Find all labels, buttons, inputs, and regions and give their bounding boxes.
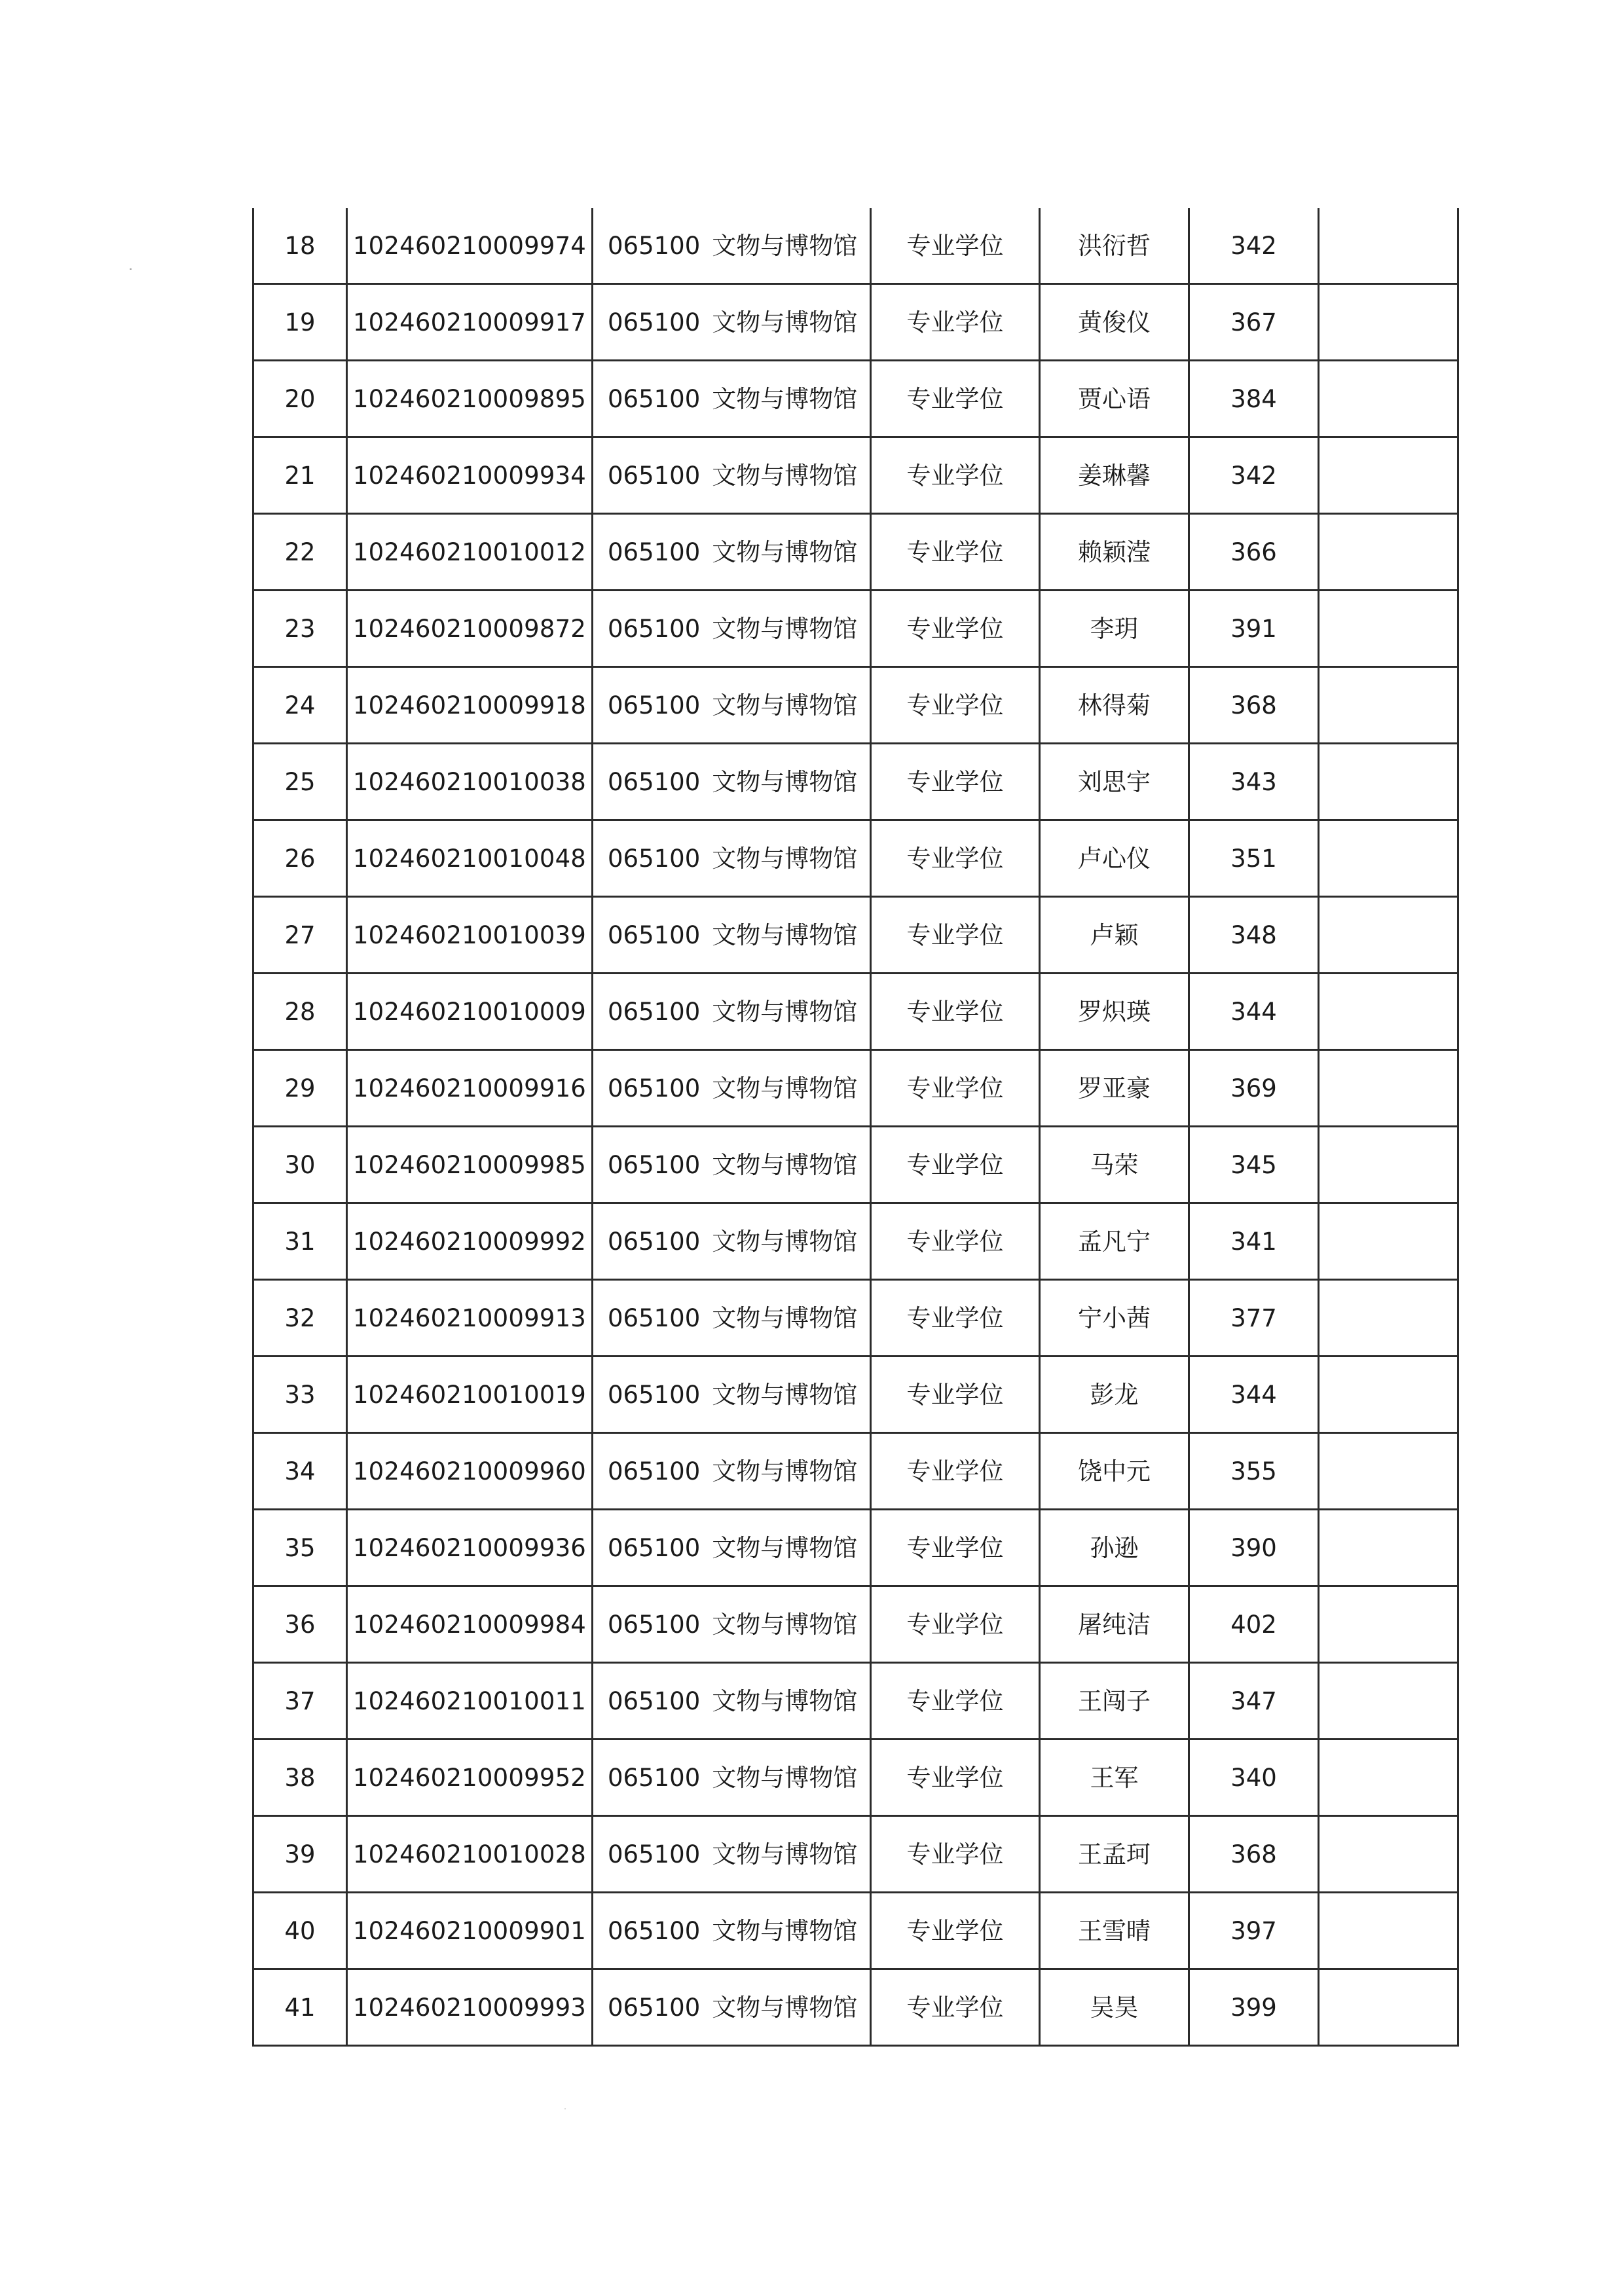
- student-name-cell: 姜琳馨: [1040, 437, 1189, 514]
- student-name-cell: 孙逊: [1040, 1510, 1189, 1586]
- degree-type-cell: 专业学位: [871, 744, 1040, 820]
- remark-cell: [1319, 1969, 1458, 2046]
- serial-number-cell: 34: [253, 1433, 347, 1510]
- major-cell: [593, 667, 871, 744]
- student-name-cell: 吴昊: [1040, 1969, 1189, 2046]
- major-name: 文物与博物馆: [712, 461, 858, 490]
- table-row: [253, 437, 1458, 514]
- student-name-cell: 洪衍哲: [1040, 208, 1189, 284]
- exam-id-cell: 102460210010028: [347, 1816, 593, 1893]
- major-name: 文物与博物馆: [712, 997, 858, 1026]
- table-row: [253, 284, 1458, 361]
- remark-cell: [1319, 820, 1458, 897]
- table-row: [253, 744, 1458, 820]
- remark-cell: [1319, 897, 1458, 974]
- remark-cell: [1319, 667, 1458, 744]
- serial-number-cell: 27: [253, 897, 347, 974]
- serial-number-cell: 29: [253, 1050, 347, 1127]
- major-name: 文物与博物馆: [712, 384, 858, 413]
- exam-id-cell: 102460210009952: [347, 1740, 593, 1816]
- degree-type-cell: 专业学位: [871, 1969, 1040, 2046]
- major-name: 文物与博物馆: [712, 1993, 858, 2022]
- student-name-cell: 宁小茜: [1040, 1280, 1189, 1357]
- exam-id-cell: 102460210009960: [347, 1433, 593, 1510]
- remark-cell: [1319, 1433, 1458, 1510]
- major-code: 065100: [608, 1993, 701, 2022]
- major-cell: [593, 284, 871, 361]
- major-cell: [593, 1510, 871, 1586]
- major-cell: [593, 1280, 871, 1357]
- score-cell: 367: [1189, 284, 1319, 361]
- major-code: 065100: [608, 1074, 701, 1102]
- score-cell: 368: [1189, 1816, 1319, 1893]
- roster-body: [253, 208, 1458, 2046]
- serial-number-cell: 18: [253, 208, 347, 284]
- major-cell: [593, 974, 871, 1050]
- major-name: 文物与博物馆: [712, 1150, 858, 1179]
- exam-id-cell: 102460210010038: [347, 744, 593, 820]
- serial-number-cell: 38: [253, 1740, 347, 1816]
- degree-type-cell: 专业学位: [871, 361, 1040, 437]
- student-name-cell: 林得菊: [1040, 667, 1189, 744]
- major-cell: [593, 361, 871, 437]
- degree-type-cell: 专业学位: [871, 591, 1040, 667]
- major-name: 文物与博物馆: [712, 1610, 858, 1639]
- table-row: [253, 1510, 1458, 1586]
- student-name-cell: 王闯子: [1040, 1663, 1189, 1740]
- student-name-cell: 李玥: [1040, 591, 1189, 667]
- table-row: [253, 1357, 1458, 1433]
- serial-number-cell: 21: [253, 437, 347, 514]
- scan-speck: [130, 268, 132, 270]
- major-cell: [593, 1663, 871, 1740]
- student-name-cell: 贾心语: [1040, 361, 1189, 437]
- major-cell: [593, 514, 871, 591]
- major-code: 065100: [608, 1457, 701, 1485]
- exam-id-cell: 102460210009992: [347, 1203, 593, 1280]
- remark-cell: [1319, 974, 1458, 1050]
- table-row: [253, 1280, 1458, 1357]
- exam-id-cell: 102460210010011: [347, 1663, 593, 1740]
- student-name-cell: 马荣: [1040, 1127, 1189, 1203]
- major-cell: [593, 897, 871, 974]
- student-name-cell: 屠纯洁: [1040, 1586, 1189, 1663]
- exam-id-cell: 102460210010009: [347, 974, 593, 1050]
- remark-cell: [1319, 514, 1458, 591]
- major-name: 文物与博物馆: [712, 767, 858, 796]
- major-cell: [593, 1357, 871, 1433]
- exam-id-cell: 102460210009974: [347, 208, 593, 284]
- major-code: 065100: [608, 1150, 701, 1179]
- student-name-cell: 饶中元: [1040, 1433, 1189, 1510]
- serial-number-cell: 35: [253, 1510, 347, 1586]
- student-name-cell: 黄俊仪: [1040, 284, 1189, 361]
- degree-type-cell: 专业学位: [871, 1740, 1040, 1816]
- major-code: 065100: [608, 1303, 701, 1332]
- serial-number-cell: 26: [253, 820, 347, 897]
- score-cell: 348: [1189, 897, 1319, 974]
- exam-id-cell: 102460210009985: [347, 1127, 593, 1203]
- degree-type-cell: 专业学位: [871, 1663, 1040, 1740]
- student-name-cell: 卢心仪: [1040, 820, 1189, 897]
- degree-type-cell: 专业学位: [871, 284, 1040, 361]
- student-name-cell: 孟凡宁: [1040, 1203, 1189, 1280]
- serial-number-cell: 37: [253, 1663, 347, 1740]
- remark-cell: [1319, 1127, 1458, 1203]
- major-name: 文物与博物馆: [712, 1916, 858, 1945]
- table-row: [253, 1127, 1458, 1203]
- score-cell: 347: [1189, 1663, 1319, 1740]
- exam-id-cell: 102460210009936: [347, 1510, 593, 1586]
- major-name: 文物与博物馆: [712, 1303, 858, 1332]
- exam-id-cell: 102460210009916: [347, 1050, 593, 1127]
- remark-cell: [1319, 1586, 1458, 1663]
- degree-type-cell: 专业学位: [871, 1203, 1040, 1280]
- table-row: [253, 1893, 1458, 1969]
- major-cell: [593, 1433, 871, 1510]
- degree-type-cell: 专业学位: [871, 1127, 1040, 1203]
- student-name-cell: 卢颖: [1040, 897, 1189, 974]
- major-code: 065100: [608, 1227, 701, 1256]
- table-row: [253, 1740, 1458, 1816]
- remark-cell: [1319, 744, 1458, 820]
- major-code: 065100: [608, 1763, 701, 1792]
- major-code: 065100: [608, 767, 701, 796]
- table-row: [253, 1816, 1458, 1893]
- table-row: [253, 820, 1458, 897]
- exam-id-cell: 102460210009993: [347, 1969, 593, 2046]
- table-row: [253, 667, 1458, 744]
- remark-cell: [1319, 284, 1458, 361]
- degree-type-cell: 专业学位: [871, 820, 1040, 897]
- major-code: 065100: [608, 1380, 701, 1409]
- table-row: [253, 1663, 1458, 1740]
- major-cell: [593, 744, 871, 820]
- major-code: 065100: [608, 997, 701, 1026]
- table-row: [253, 361, 1458, 437]
- major-cell: [593, 1893, 871, 1969]
- exam-id-cell: 102460210010048: [347, 820, 593, 897]
- score-cell: 355: [1189, 1433, 1319, 1510]
- serial-number-cell: 24: [253, 667, 347, 744]
- serial-number-cell: 23: [253, 591, 347, 667]
- degree-type-cell: 专业学位: [871, 1510, 1040, 1586]
- exam-id-cell: 102460210010039: [347, 897, 593, 974]
- major-name: 文物与博物馆: [712, 691, 858, 720]
- exam-id-cell: 102460210009918: [347, 667, 593, 744]
- table-row: [253, 1203, 1458, 1280]
- table-row: [253, 974, 1458, 1050]
- major-code: 065100: [608, 538, 701, 566]
- serial-number-cell: 39: [253, 1816, 347, 1893]
- major-code: 065100: [608, 1840, 701, 1868]
- major-code: 065100: [608, 308, 701, 337]
- exam-id-cell: 102460210010019: [347, 1357, 593, 1433]
- degree-type-cell: 专业学位: [871, 208, 1040, 284]
- major-cell: [593, 1127, 871, 1203]
- score-cell: 368: [1189, 667, 1319, 744]
- score-cell: 341: [1189, 1203, 1319, 1280]
- serial-number-cell: 41: [253, 1969, 347, 2046]
- score-cell: 342: [1189, 437, 1319, 514]
- exam-id-cell: 102460210009913: [347, 1280, 593, 1357]
- serial-number-cell: 20: [253, 361, 347, 437]
- major-cell: [593, 1050, 871, 1127]
- remark-cell: [1319, 1357, 1458, 1433]
- remark-cell: [1319, 208, 1458, 284]
- degree-type-cell: 专业学位: [871, 1816, 1040, 1893]
- remark-cell: [1319, 1510, 1458, 1586]
- serial-number-cell: 30: [253, 1127, 347, 1203]
- major-cell: [593, 1740, 871, 1816]
- major-cell: [593, 1586, 871, 1663]
- table-row: [253, 591, 1458, 667]
- major-code: 065100: [608, 384, 701, 413]
- admission-roster-table: [252, 208, 1459, 2047]
- major-code: 065100: [608, 920, 701, 949]
- major-code: 065100: [608, 844, 701, 873]
- degree-type-cell: 专业学位: [871, 1586, 1040, 1663]
- degree-type-cell: 专业学位: [871, 1050, 1040, 1127]
- major-cell: [593, 820, 871, 897]
- degree-type-cell: 专业学位: [871, 437, 1040, 514]
- score-cell: 340: [1189, 1740, 1319, 1816]
- table-row: [253, 1433, 1458, 1510]
- student-name-cell: 刘思宇: [1040, 744, 1189, 820]
- major-cell: [593, 1969, 871, 2046]
- score-cell: 377: [1189, 1280, 1319, 1357]
- major-name: 文物与博物馆: [712, 1380, 858, 1409]
- student-name-cell: 王军: [1040, 1740, 1189, 1816]
- major-cell: [593, 591, 871, 667]
- score-cell: 344: [1189, 974, 1319, 1050]
- major-name: 文物与博物馆: [712, 1686, 858, 1715]
- score-cell: 351: [1189, 820, 1319, 897]
- remark-cell: [1319, 437, 1458, 514]
- major-name: 文物与博物馆: [712, 1533, 858, 1562]
- score-cell: 391: [1189, 591, 1319, 667]
- major-name: 文物与博物馆: [712, 1763, 858, 1792]
- remark-cell: [1319, 1816, 1458, 1893]
- major-cell: [593, 1816, 871, 1893]
- student-name-cell: 王雪晴: [1040, 1893, 1189, 1969]
- serial-number-cell: 33: [253, 1357, 347, 1433]
- remark-cell: [1319, 1893, 1458, 1969]
- degree-type-cell: 专业学位: [871, 1357, 1040, 1433]
- table-row: [253, 514, 1458, 591]
- serial-number-cell: 28: [253, 974, 347, 1050]
- major-cell: [593, 1203, 871, 1280]
- major-name: 文物与博物馆: [712, 1074, 858, 1102]
- exam-id-cell: 102460210009917: [347, 284, 593, 361]
- score-cell: 390: [1189, 1510, 1319, 1586]
- remark-cell: [1319, 361, 1458, 437]
- remark-cell: [1319, 1663, 1458, 1740]
- exam-id-cell: 102460210009984: [347, 1586, 593, 1663]
- major-code: 065100: [608, 1533, 701, 1562]
- serial-number-cell: 22: [253, 514, 347, 591]
- major-name: 文物与博物馆: [712, 538, 858, 566]
- major-code: 065100: [608, 1610, 701, 1639]
- major-name: 文物与博物馆: [712, 920, 858, 949]
- table-row: [253, 897, 1458, 974]
- exam-id-cell: 102460210009872: [347, 591, 593, 667]
- score-cell: 399: [1189, 1969, 1319, 2046]
- degree-type-cell: 专业学位: [871, 667, 1040, 744]
- major-cell: [593, 208, 871, 284]
- score-cell: 402: [1189, 1586, 1319, 1663]
- student-name-cell: 王孟珂: [1040, 1816, 1189, 1893]
- table-row: [253, 1050, 1458, 1127]
- degree-type-cell: 专业学位: [871, 974, 1040, 1050]
- remark-cell: [1319, 1050, 1458, 1127]
- score-cell: 342: [1189, 208, 1319, 284]
- major-code: 065100: [608, 461, 701, 490]
- serial-number-cell: 40: [253, 1893, 347, 1969]
- remark-cell: [1319, 1203, 1458, 1280]
- major-name: 文物与博物馆: [712, 308, 858, 337]
- major-code: 065100: [608, 1686, 701, 1715]
- serial-number-cell: 32: [253, 1280, 347, 1357]
- degree-type-cell: 专业学位: [871, 897, 1040, 974]
- major-code: 065100: [608, 614, 701, 643]
- major-name: 文物与博物馆: [712, 614, 858, 643]
- major-name: 文物与博物馆: [712, 231, 858, 260]
- major-code: 065100: [608, 691, 701, 720]
- serial-number-cell: 31: [253, 1203, 347, 1280]
- score-cell: 343: [1189, 744, 1319, 820]
- table-row: [253, 1969, 1458, 2046]
- student-name-cell: 彭龙: [1040, 1357, 1189, 1433]
- major-cell: [593, 437, 871, 514]
- degree-type-cell: 专业学位: [871, 514, 1040, 591]
- score-cell: 384: [1189, 361, 1319, 437]
- remark-cell: [1319, 1740, 1458, 1816]
- major-name: 文物与博物馆: [712, 1840, 858, 1868]
- score-cell: 397: [1189, 1893, 1319, 1969]
- remark-cell: [1319, 591, 1458, 667]
- major-name: 文物与博物馆: [712, 844, 858, 873]
- exam-id-cell: 102460210009934: [347, 437, 593, 514]
- serial-number-cell: 36: [253, 1586, 347, 1663]
- remark-cell: [1319, 1280, 1458, 1357]
- major-code: 065100: [608, 1916, 701, 1945]
- student-name-cell: 罗炽瑛: [1040, 974, 1189, 1050]
- degree-type-cell: 专业学位: [871, 1433, 1040, 1510]
- serial-number-cell: 25: [253, 744, 347, 820]
- score-cell: 366: [1189, 514, 1319, 591]
- table-row: [253, 208, 1458, 284]
- student-name-cell: 罗亚豪: [1040, 1050, 1189, 1127]
- exam-id-cell: 102460210010012: [347, 514, 593, 591]
- serial-number-cell: 19: [253, 284, 347, 361]
- score-cell: 345: [1189, 1127, 1319, 1203]
- degree-type-cell: 专业学位: [871, 1280, 1040, 1357]
- student-name-cell: 赖颖滢: [1040, 514, 1189, 591]
- scan-speck: [564, 2108, 566, 2109]
- major-code: 065100: [608, 231, 701, 260]
- exam-id-cell: 102460210009901: [347, 1893, 593, 1969]
- exam-id-cell: 102460210009895: [347, 361, 593, 437]
- table-row: [253, 1586, 1458, 1663]
- major-name: 文物与博物馆: [712, 1457, 858, 1485]
- major-name: 文物与博物馆: [712, 1227, 858, 1256]
- score-cell: 369: [1189, 1050, 1319, 1127]
- score-cell: 344: [1189, 1357, 1319, 1433]
- degree-type-cell: 专业学位: [871, 1893, 1040, 1969]
